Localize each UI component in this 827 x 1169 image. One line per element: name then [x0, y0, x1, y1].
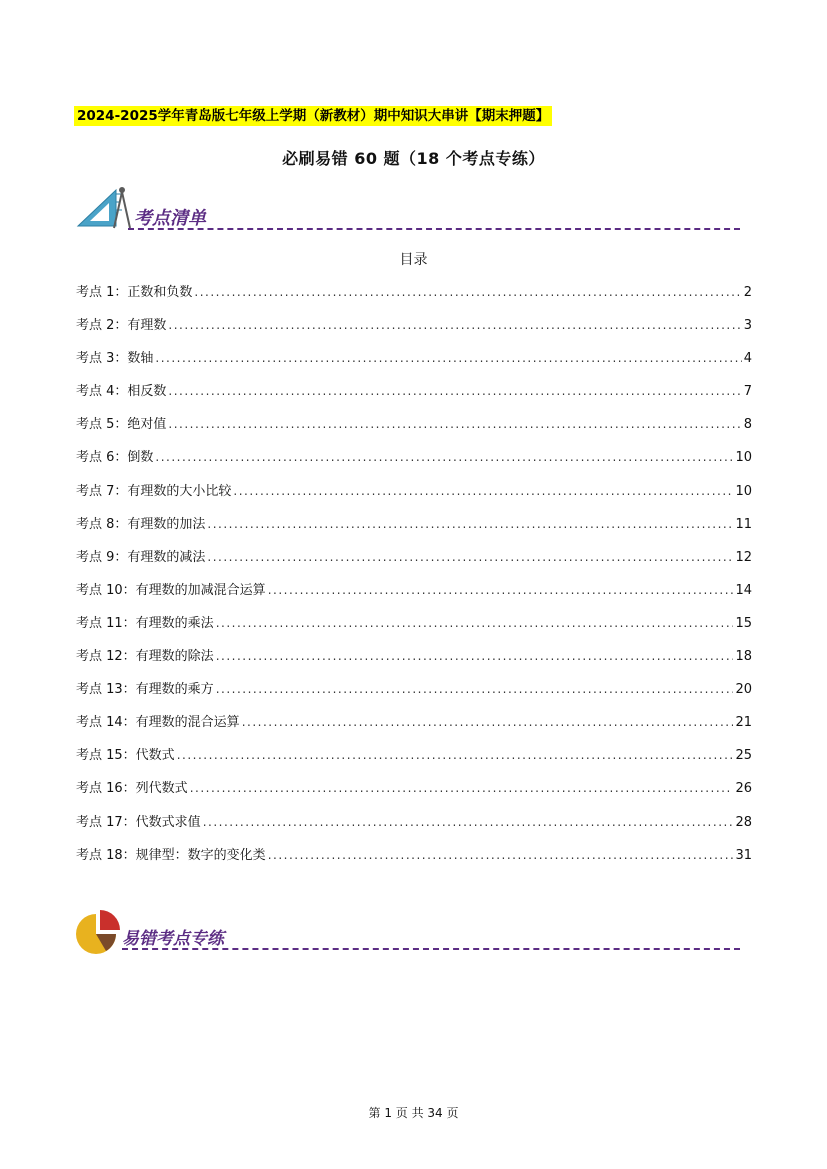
- checklist-banner-line: [128, 228, 740, 230]
- toc-item-page: 31: [735, 847, 752, 863]
- toc-item[interactable]: [76, 283, 752, 316]
- toc-item-label: 考点 3：数轴: [76, 351, 154, 367]
- toc-item-label: 考点 18：规律型：数字的变化类: [76, 847, 266, 863]
- toc-item-label: 考点 2：有理数: [76, 318, 167, 334]
- toc-item-label: 考点 13：有理数的乘方: [76, 682, 214, 698]
- toc-leader-dots: [190, 779, 734, 797]
- toc-item[interactable]: [76, 482, 752, 515]
- toc-item[interactable]: [76, 846, 752, 879]
- toc-item-label: 考点 5：绝对值: [76, 417, 167, 433]
- toc-item-page: 3: [743, 318, 752, 334]
- document-subtitle: 必刷易错 60 题（18 个考点专练）: [282, 149, 545, 168]
- toc-item-page: 12: [735, 549, 752, 565]
- practice-banner-label: 易错考点专练: [122, 929, 224, 949]
- toc-item-page: 18: [735, 649, 752, 665]
- toc-leader-dots: [216, 680, 734, 698]
- toc-leader-dots: [194, 283, 741, 301]
- toc-item-label: 考点 10：有理数的加减混合运算: [76, 582, 266, 598]
- toc-item[interactable]: [76, 448, 752, 481]
- toc-leader-dots: [155, 448, 733, 466]
- page-footer: 第 1 页 共 34 页: [368, 1106, 459, 1120]
- toc-item[interactable]: [76, 349, 752, 382]
- toc-leader-dots: [216, 614, 734, 632]
- toc-item-label: 考点 16：列代数式: [76, 781, 188, 797]
- toc-item[interactable]: [76, 415, 752, 448]
- toc-item[interactable]: [76, 779, 752, 812]
- toc-item-page: 21: [735, 715, 752, 731]
- checklist-banner: [76, 184, 742, 234]
- toc-item-label: 考点 9：有理数的减法: [76, 549, 206, 565]
- toc-item-page: 14: [735, 582, 752, 598]
- toc-item[interactable]: [76, 316, 752, 349]
- toc-item-page: 4: [743, 351, 752, 367]
- toc-item[interactable]: [76, 382, 752, 415]
- table-of-contents: [76, 283, 752, 879]
- toc-leader-dots: [233, 482, 733, 500]
- toc-leader-dots: [168, 316, 741, 334]
- toc-item-label: 考点 15：代数式: [76, 748, 175, 764]
- toc-item[interactable]: [76, 548, 752, 581]
- toc-item[interactable]: [76, 813, 752, 846]
- toc-item-label: 考点 12：有理数的除法: [76, 649, 214, 665]
- toc-item-page: 20: [735, 682, 752, 698]
- toc-item-page: 10: [735, 483, 752, 499]
- toc-item-label: 考点 14：有理数的混合运算: [76, 715, 240, 731]
- practice-banner-line: [122, 948, 740, 950]
- toc-leader-dots: [242, 713, 734, 731]
- toc-item-page: 7: [743, 384, 752, 400]
- toc-item-page: 28: [735, 814, 752, 830]
- toc-leader-dots: [168, 415, 741, 433]
- toc-leader-dots: [268, 846, 734, 864]
- pie-chart-icon: [76, 908, 122, 956]
- document-header-title: 2024-2025学年青岛版七年级上学期（新教材）期中知识大串讲【期末押题】: [74, 106, 552, 126]
- toc-item[interactable]: [76, 581, 752, 614]
- toc-item-page: 2: [743, 285, 752, 300]
- toc-item-label: 考点 8：有理数的加法: [76, 516, 206, 532]
- toc-leader-dots: [207, 548, 733, 566]
- toc-item-page: 26: [735, 781, 752, 797]
- toc-heading: 目录: [399, 252, 428, 268]
- toc-item[interactable]: [76, 713, 752, 746]
- toc-leader-dots: [203, 813, 734, 831]
- toc-item-page: 10: [735, 450, 752, 466]
- triangle-ruler-compass-icon: [76, 184, 134, 232]
- toc-item-page: 8: [743, 417, 752, 433]
- toc-item[interactable]: [76, 680, 752, 713]
- toc-item-label: 考点 4：相反数: [76, 384, 167, 400]
- toc-leader-dots: [207, 515, 733, 533]
- toc-item[interactable]: [76, 746, 752, 779]
- toc-item-page: 15: [735, 615, 752, 631]
- toc-leader-dots: [168, 382, 741, 400]
- toc-item-label: 考点 7：有理数的大小比较: [76, 483, 232, 499]
- toc-item-label: 考点 1：正数和负数: [76, 285, 193, 300]
- checklist-banner-label: 考点清单: [134, 208, 206, 229]
- toc-item-label: 考点 11：有理数的乘法: [76, 615, 214, 631]
- toc-item-page: 11: [735, 516, 752, 532]
- toc-item-label: 考点 17：代数式求值: [76, 814, 201, 830]
- toc-item[interactable]: [76, 647, 752, 680]
- practice-banner: [76, 908, 742, 958]
- toc-item[interactable]: [76, 614, 752, 647]
- toc-item[interactable]: [76, 515, 752, 548]
- toc-item-page: 25: [735, 748, 752, 764]
- toc-leader-dots: [216, 647, 734, 665]
- toc-leader-dots: [268, 581, 734, 599]
- toc-item-label: 考点 6：倒数: [76, 450, 154, 466]
- toc-leader-dots: [155, 349, 741, 367]
- toc-leader-dots: [177, 746, 734, 764]
